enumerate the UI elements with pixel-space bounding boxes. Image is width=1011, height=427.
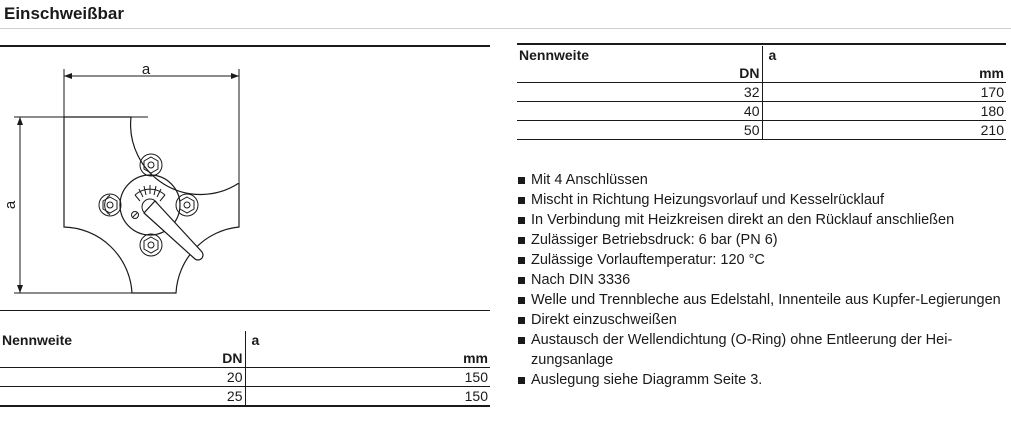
cell-dn: 40 (517, 102, 762, 121)
cell-dn: 50 (517, 121, 762, 140)
table-header-a: a (768, 47, 777, 63)
cell-a: 210 (762, 121, 1006, 140)
list-item: Austausch der Wellendichtung (O-Ring) ohne Entleerung der Heizungsanlage (517, 330, 1007, 370)
arrow-down-icon (17, 285, 23, 293)
table-row (517, 121, 1006, 140)
cell-dn: 20 (0, 368, 245, 387)
table-unit-dn: DN (0, 349, 245, 368)
table-header-a: a (251, 332, 260, 348)
list-item: Mischt in Richtung Heizungsvorlauf und Kesselrücklauf (517, 190, 1007, 210)
list-item: Nach DIN 3336 (517, 270, 1007, 290)
table-row (517, 83, 1006, 102)
cell-dn: 32 (517, 83, 762, 102)
table-row (517, 102, 1006, 121)
section-top-rule-left (0, 45, 490, 47)
dimension-label-horizontal: a (141, 61, 151, 78)
cell-a: 150 (245, 368, 490, 387)
table-header-nennweite: Nennweite (0, 331, 245, 349)
drawing-bottom-rule (0, 310, 490, 311)
arrow-left-icon (64, 73, 72, 79)
arrow-up-icon (17, 117, 23, 125)
dimension-label-vertical: a (2, 200, 19, 210)
cell-a: 170 (762, 83, 1006, 102)
section-top-rule-right (517, 43, 1006, 45)
table-nominal-sizes-left (0, 331, 490, 407)
cell-a: 180 (762, 102, 1006, 121)
list-item: In Verbindung mit Heizkreisen direkt an den Rücklauf anschließen (517, 210, 1007, 230)
table-unit-mm: mm (762, 64, 1006, 83)
table-header-nennweite: Nennweite (517, 46, 762, 64)
title-divider (0, 28, 1011, 29)
table-row (0, 368, 490, 387)
page-title: Einschweißbar (4, 4, 124, 23)
list-item: Zulässige Vorlauftemperatur: 120 °C (517, 250, 1007, 270)
table-unit-dn: DN (517, 64, 762, 83)
list-item: Direkt einzuschweißen (517, 310, 1007, 330)
arrow-right-icon (231, 73, 239, 79)
valve-technical-drawing (0, 55, 260, 305)
list-item: Mit 4 Anschlüssen (517, 170, 1007, 190)
cell-a: 150 (245, 387, 490, 407)
list-item: Welle und Trennbleche aus Edelstahl, Innenteile aus Kupfer-Legierungen (517, 290, 1007, 310)
list-item: Zulässiger Betriebsdruck: 6 bar (PN 6) (517, 230, 1007, 250)
table-row (0, 387, 490, 407)
cell-dn: 25 (0, 387, 245, 407)
table-unit-mm: mm (245, 349, 490, 368)
list-item: Auslegung siehe Diagramm Seite 3. (517, 370, 1007, 390)
feature-list (517, 170, 1007, 390)
table-nominal-sizes-right (517, 46, 1006, 140)
